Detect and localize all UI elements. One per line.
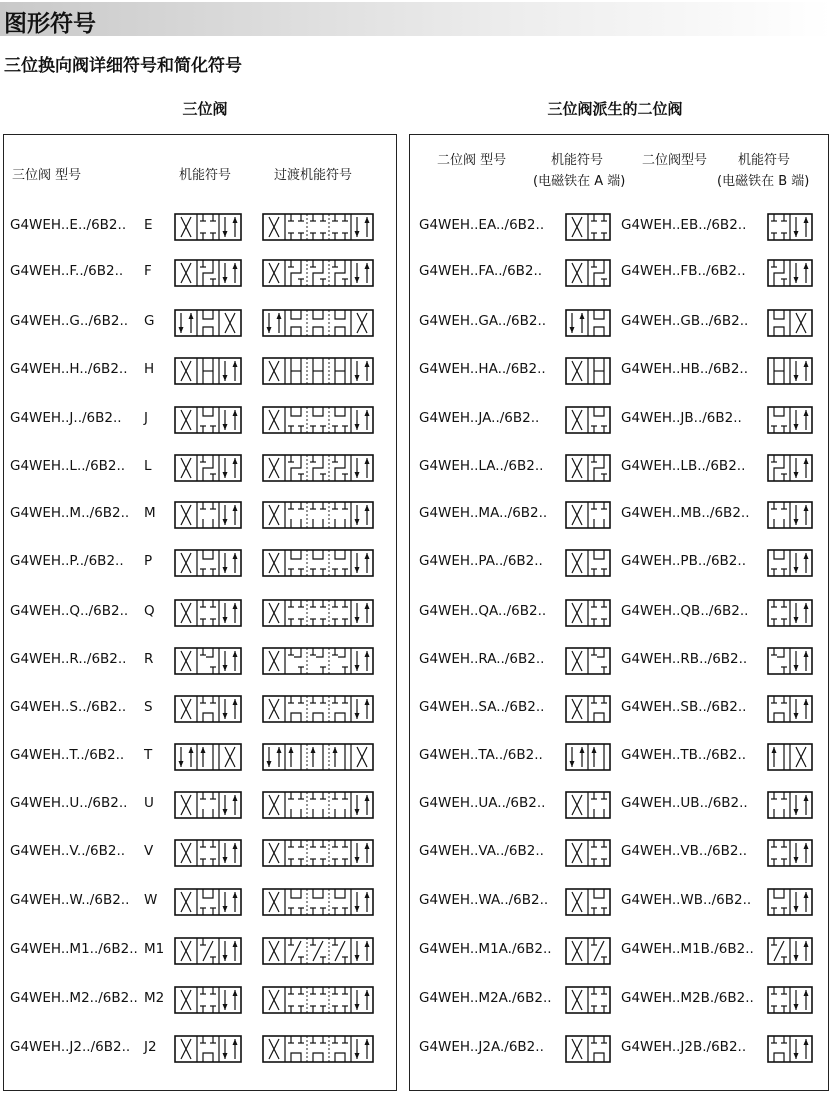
symbol-solenoid-b <box>767 695 813 723</box>
three-way-model: G4WEH..J2../6B2.. <box>10 1039 131 1055</box>
three-way-model: G4WEH..S../6B2.. <box>10 699 127 715</box>
symbol-solenoid-a <box>565 791 611 819</box>
symbol-solenoid-a <box>565 888 611 916</box>
two-way-model-b: G4WEH..TB../6B2.. <box>621 747 747 763</box>
symbol-solenoid-a <box>565 454 611 482</box>
two-way-model-b: G4WEH..MB../6B2.. <box>621 505 750 521</box>
three-way-model: G4WEH..T../6B2.. <box>10 747 125 763</box>
two-way-model-a: G4WEH..RA../6B2.. <box>419 651 545 667</box>
function-symbol <box>174 695 242 723</box>
function-symbol <box>174 1035 242 1063</box>
two-way-model-a: G4WEH..EA../6B2.. <box>419 217 545 233</box>
two-way-model-a: G4WEH..TA../6B2.. <box>419 747 543 763</box>
header-symbol-b-1: 机能符号 <box>738 153 791 168</box>
transition-symbol <box>262 743 374 771</box>
two-way-model-a: G4WEH..FA../6B2.. <box>419 263 543 279</box>
two-way-model-b: G4WEH..HB../6B2.. <box>621 361 748 377</box>
symbol-solenoid-a <box>565 406 611 434</box>
three-way-model: G4WEH..H../6B2.. <box>10 361 128 377</box>
symbol-solenoid-b <box>767 986 813 1014</box>
symbol-solenoid-a <box>565 743 611 771</box>
transition-symbol <box>262 986 374 1014</box>
two-way-model-a: G4WEH..JA../6B2.. <box>419 410 540 426</box>
transition-symbol <box>262 647 374 675</box>
two-way-model-b: G4WEH..M1B./6B2.. <box>621 941 754 957</box>
three-way-model: G4WEH..R../6B2.. <box>10 651 127 667</box>
three-way-model: G4WEH..M1../6B2.. <box>10 941 138 957</box>
symbol-solenoid-b <box>767 937 813 965</box>
transition-symbol <box>262 839 374 867</box>
three-way-model: G4WEH..G../6B2.. <box>10 313 129 329</box>
symbol-solenoid-a <box>565 357 611 385</box>
symbol-solenoid-a <box>565 839 611 867</box>
header-symbol-b-2: (电磁铁在 B 端) <box>717 174 810 189</box>
symbol-solenoid-a <box>565 501 611 529</box>
transition-symbol <box>262 695 374 723</box>
two-way-model-b: G4WEH..J2B./6B2.. <box>621 1039 747 1055</box>
symbol-solenoid-a <box>565 549 611 577</box>
two-way-model-b: G4WEH..LB../6B2.. <box>621 458 746 474</box>
two-way-model-b: G4WEH..M2B./6B2.. <box>621 990 754 1006</box>
two-way-model-b: G4WEH..FB../6B2.. <box>621 263 746 279</box>
symbol-solenoid-b <box>767 1035 813 1063</box>
two-way-model-b: G4WEH..QB../6B2.. <box>621 603 749 619</box>
transition-symbol <box>262 599 374 627</box>
two-way-model-b: G4WEH..VB../6B2.. <box>621 843 748 859</box>
function-symbol <box>174 549 242 577</box>
function-letter: M2 <box>144 990 165 1006</box>
transition-symbol <box>262 888 374 916</box>
symbol-solenoid-b <box>767 599 813 627</box>
two-way-model-a: G4WEH..M1A./6B2.. <box>419 941 552 957</box>
transition-symbol <box>262 454 374 482</box>
page-title: 图形符号 <box>4 11 96 37</box>
function-symbol <box>174 309 242 337</box>
three-way-model: G4WEH..L../6B2.. <box>10 458 126 474</box>
two-way-model-b: G4WEH..GB../6B2.. <box>621 313 749 329</box>
header-symbol-a-2: (电磁铁在 A 端) <box>533 174 626 189</box>
three-way-model: G4WEH..V../6B2.. <box>10 843 126 859</box>
transition-symbol <box>262 549 374 577</box>
function-letter: G <box>144 313 155 329</box>
two-way-model-b: G4WEH..WB../6B2.. <box>621 892 752 908</box>
right-section-title: 三位阀派生的二位阀 <box>547 100 683 118</box>
symbol-solenoid-b <box>767 839 813 867</box>
two-way-model-a: G4WEH..PA../6B2.. <box>419 553 543 569</box>
function-symbol <box>174 839 242 867</box>
header-model-a: 二位阀 型号 <box>437 153 507 168</box>
function-symbol <box>174 937 242 965</box>
symbol-solenoid-b <box>767 549 813 577</box>
symbol-solenoid-b <box>767 454 813 482</box>
function-symbol <box>174 647 242 675</box>
function-letter: S <box>144 699 153 715</box>
symbol-solenoid-a <box>565 599 611 627</box>
two-way-model-a: G4WEH..SA../6B2.. <box>419 699 545 715</box>
two-way-model-a: G4WEH..M2A./6B2.. <box>419 990 552 1006</box>
symbol-solenoid-b <box>767 791 813 819</box>
three-way-model: G4WEH..M2../6B2.. <box>10 990 138 1006</box>
three-way-model: G4WEH..F../6B2.. <box>10 263 124 279</box>
two-way-model-a: G4WEH..J2A./6B2.. <box>419 1039 544 1055</box>
two-way-model-a: G4WEH..LA../6B2.. <box>419 458 544 474</box>
three-way-model: G4WEH..M../6B2.. <box>10 505 130 521</box>
symbol-solenoid-b <box>767 888 813 916</box>
transition-symbol <box>262 1035 374 1063</box>
transition-symbol <box>262 791 374 819</box>
symbol-solenoid-b <box>767 213 813 241</box>
symbol-solenoid-b <box>767 647 813 675</box>
function-symbol <box>174 357 242 385</box>
function-letter: P <box>144 553 153 569</box>
function-symbol <box>174 501 242 529</box>
function-letter: H <box>144 361 155 377</box>
header-model: 三位阀 型号 <box>12 168 82 183</box>
two-way-model-a: G4WEH..GA../6B2.. <box>419 313 547 329</box>
function-symbol <box>174 213 242 241</box>
function-letter: Q <box>144 603 155 619</box>
transition-symbol <box>262 259 374 287</box>
function-letter: T <box>144 747 153 763</box>
transition-symbol <box>262 406 374 434</box>
two-way-model-a: G4WEH..QA../6B2.. <box>419 603 547 619</box>
two-way-model-a: G4WEH..VA../6B2.. <box>419 843 544 859</box>
symbol-solenoid-a <box>565 259 611 287</box>
three-way-model: G4WEH..Q../6B2.. <box>10 603 129 619</box>
symbol-solenoid-a <box>565 1035 611 1063</box>
function-letter: M1 <box>144 941 165 957</box>
header-model-b: 二位阀型号 <box>642 153 708 168</box>
function-symbol <box>174 986 242 1014</box>
three-way-model: G4WEH..W../6B2.. <box>10 892 130 908</box>
symbol-solenoid-b <box>767 309 813 337</box>
function-symbol <box>174 888 242 916</box>
two-way-model-b: G4WEH..UB../6B2.. <box>621 795 748 811</box>
header-symbol: 机能符号 <box>179 168 232 183</box>
symbol-solenoid-a <box>565 695 611 723</box>
two-way-model-b: G4WEH..EB../6B2.. <box>621 217 747 233</box>
function-letter: J <box>144 410 148 426</box>
function-symbol <box>174 406 242 434</box>
function-letter: M <box>144 505 156 521</box>
symbol-solenoid-b <box>767 743 813 771</box>
two-way-model-b: G4WEH..RB../6B2.. <box>621 651 748 667</box>
symbol-solenoid-b <box>767 501 813 529</box>
three-way-model: G4WEH..J../6B2.. <box>10 410 122 426</box>
title-bar <box>0 2 832 36</box>
two-way-model-b: G4WEH..PB../6B2.. <box>621 553 746 569</box>
two-way-model-b: G4WEH..JB../6B2.. <box>621 410 742 426</box>
function-letter: W <box>144 892 158 908</box>
function-letter: E <box>144 217 153 233</box>
symbol-solenoid-b <box>767 406 813 434</box>
symbol-solenoid-b <box>767 357 813 385</box>
three-way-model: G4WEH..U../6B2.. <box>10 795 128 811</box>
three-way-model: G4WEH..P../6B2.. <box>10 553 124 569</box>
left-section-title: 三位阀 <box>182 100 228 118</box>
transition-symbol <box>262 501 374 529</box>
function-symbol <box>174 791 242 819</box>
header-symbol-a-1: 机能符号 <box>551 153 604 168</box>
symbol-solenoid-a <box>565 986 611 1014</box>
transition-symbol <box>262 357 374 385</box>
transition-symbol <box>262 937 374 965</box>
function-symbol <box>174 743 242 771</box>
two-way-model-a: G4WEH..WA../6B2.. <box>419 892 549 908</box>
function-letter: L <box>144 458 152 474</box>
function-letter: V <box>144 843 154 859</box>
transition-symbol <box>262 213 374 241</box>
symbol-solenoid-a <box>565 213 611 241</box>
two-way-model-a: G4WEH..HA../6B2.. <box>419 361 546 377</box>
symbol-solenoid-b <box>767 259 813 287</box>
symbol-solenoid-a <box>565 647 611 675</box>
two-way-model-a: G4WEH..UA../6B2.. <box>419 795 546 811</box>
header-transition: 过渡机能符号 <box>274 168 353 183</box>
function-symbol <box>174 599 242 627</box>
function-letter: F <box>144 263 152 279</box>
three-way-model: G4WEH..E../6B2.. <box>10 217 127 233</box>
transition-symbol <box>262 309 374 337</box>
symbol-solenoid-a <box>565 937 611 965</box>
symbol-solenoid-a <box>565 309 611 337</box>
function-letter: J2 <box>144 1039 157 1055</box>
subtitle: 三位换向阀详细符号和简化符号 <box>4 56 242 76</box>
two-way-model-a: G4WEH..MA../6B2.. <box>419 505 548 521</box>
function-letter: U <box>144 795 154 811</box>
two-way-model-b: G4WEH..SB../6B2.. <box>621 699 747 715</box>
function-letter: R <box>144 651 154 667</box>
function-symbol <box>174 454 242 482</box>
function-symbol <box>174 259 242 287</box>
